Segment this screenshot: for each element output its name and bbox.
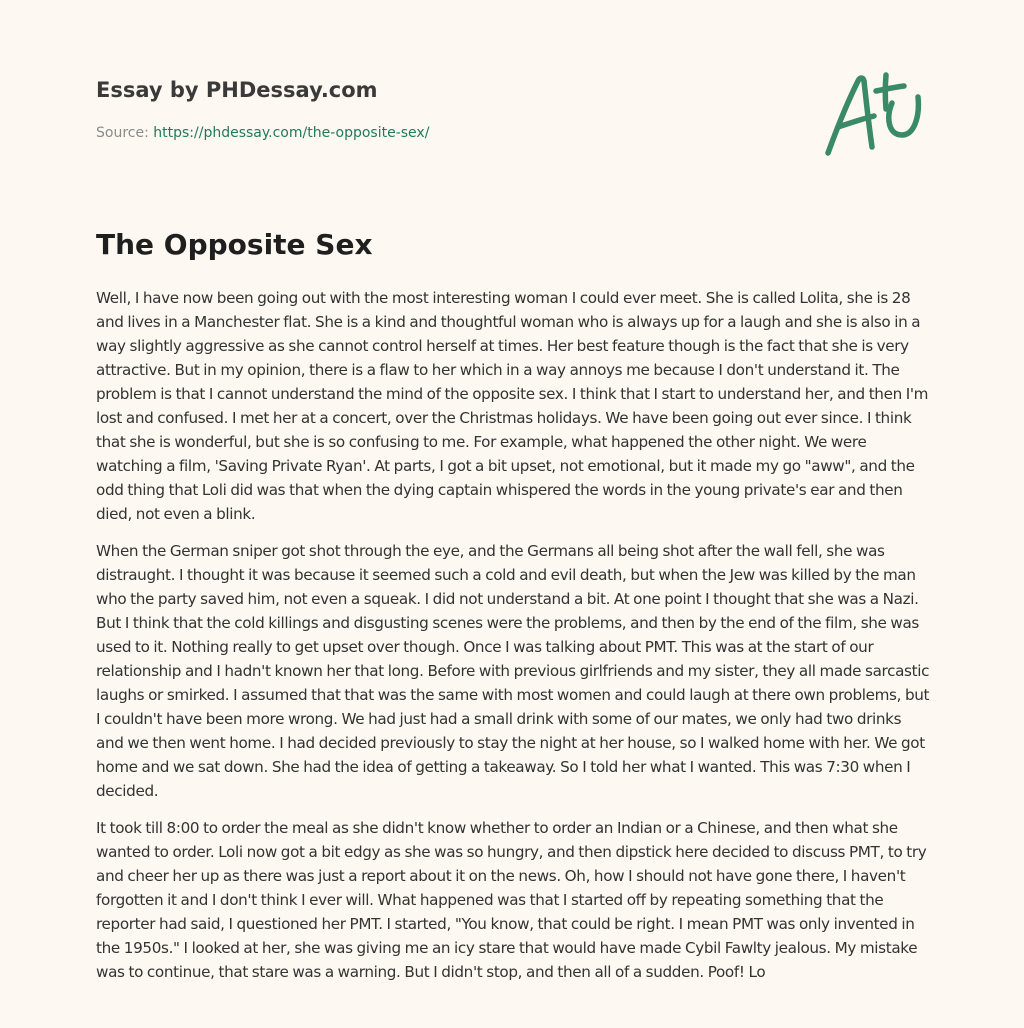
- essay-paragraph: It took till 8:00 to order the meal as she didn't know whether to order an Indian or a Chinese, and then what she wanted to order. Loli now got a bit edgy as she was so hungry, and then dipstick here decided to discuss PMT, to try and cheer her up as there was just a report about it on the news. Oh, how I should not have gone there, I haven't forgotten it and I don't think I ever will. What happened was that I started off by repeating something that the reporter had said, I questioned her PMT. I started, "You know, that could be right. I mean PMT was only invented in the 1950s." I looked at her, she was giving me an icy stare that would have made Cybil Fawlty jealous. My mistake was to continue, that stare was a warning. But I didn't stop, and then all of a sudden. Poof! Lo: [96, 819, 927, 981]
- header: [96, 74, 932, 164]
- source-label: Source:: [96, 125, 149, 141]
- essay-page: [96, 0, 932, 1028]
- essay-title: The Opposite Sex: [96, 228, 373, 261]
- essay-paragraph: Well, I have now been going out with the most interesting woman I could ever meet. She is called Lolita, she is 28 and lives in a Manchester flat. She is a kind and thoughtful woman who is always up for a laugh and she is also in a way slightly aggressive as she cannot control herself at times. Her best feature though is the fact that she is very attractive. But in my opinion, there is a flaw to her which in a way annoys me because I don't understand it. The problem is that I cannot understand the mind of the opposite sex. I think that I start to understand her, and then I'm lost and confused. I met her at a concert, over the Christmas holidays. We have been going out ever since. I think that she is wonderful, but she is so confusing to me. For example, what happened the other night. We were watching a film, 'Saving Private Ryan'. At parts, I got a bit upset, not emotional, but it made my go "aww", and the odd thing that Loli did was that when the dying captain whispered the words in the young private's ear and then died, not even a blink.: [96, 289, 929, 523]
- site-title: Essay by PHDessay.com: [96, 78, 378, 102]
- source-line: [96, 125, 429, 141]
- essay-body: [96, 286, 932, 1028]
- source-link[interactable]: https://phdessay.com/the-opposite-sex/: [153, 125, 430, 141]
- essay-paragraph: When the German sniper got shot through the eye, and the Germans all being shot after the wall fell, she was distraught. I thought it was because it seemed such a cold and evil death, but when the Jew was killed by the man who the party saved him, not even a squeak. I did not understand a bit. At one point I thought that she was a Nazi. But I think that the cold killings and disgusting scenes were the problems, and then by the end of the film, she was used to it. Nothing really to get upset over though. Once I was talking about PMT. This was at the start of our relationship and I hadn't known her that long. Before with previous girlfriends and my sister, they all made sarcastic laughs or smirked. I assumed that that was the same with most women and could laugh at there own problems, but I couldn't have been more wrong. We had just had a small drink with some of our mates, we only had two drinks and we then went home. I had decided previously to stay the night at her house, so I walked home with her. We got home and we sat down. She had the idea of getting a takeaway. So I told her what I wanted. This was 7:30 when I decided.: [96, 542, 930, 800]
- a-plus-logo-icon: [822, 69, 926, 161]
